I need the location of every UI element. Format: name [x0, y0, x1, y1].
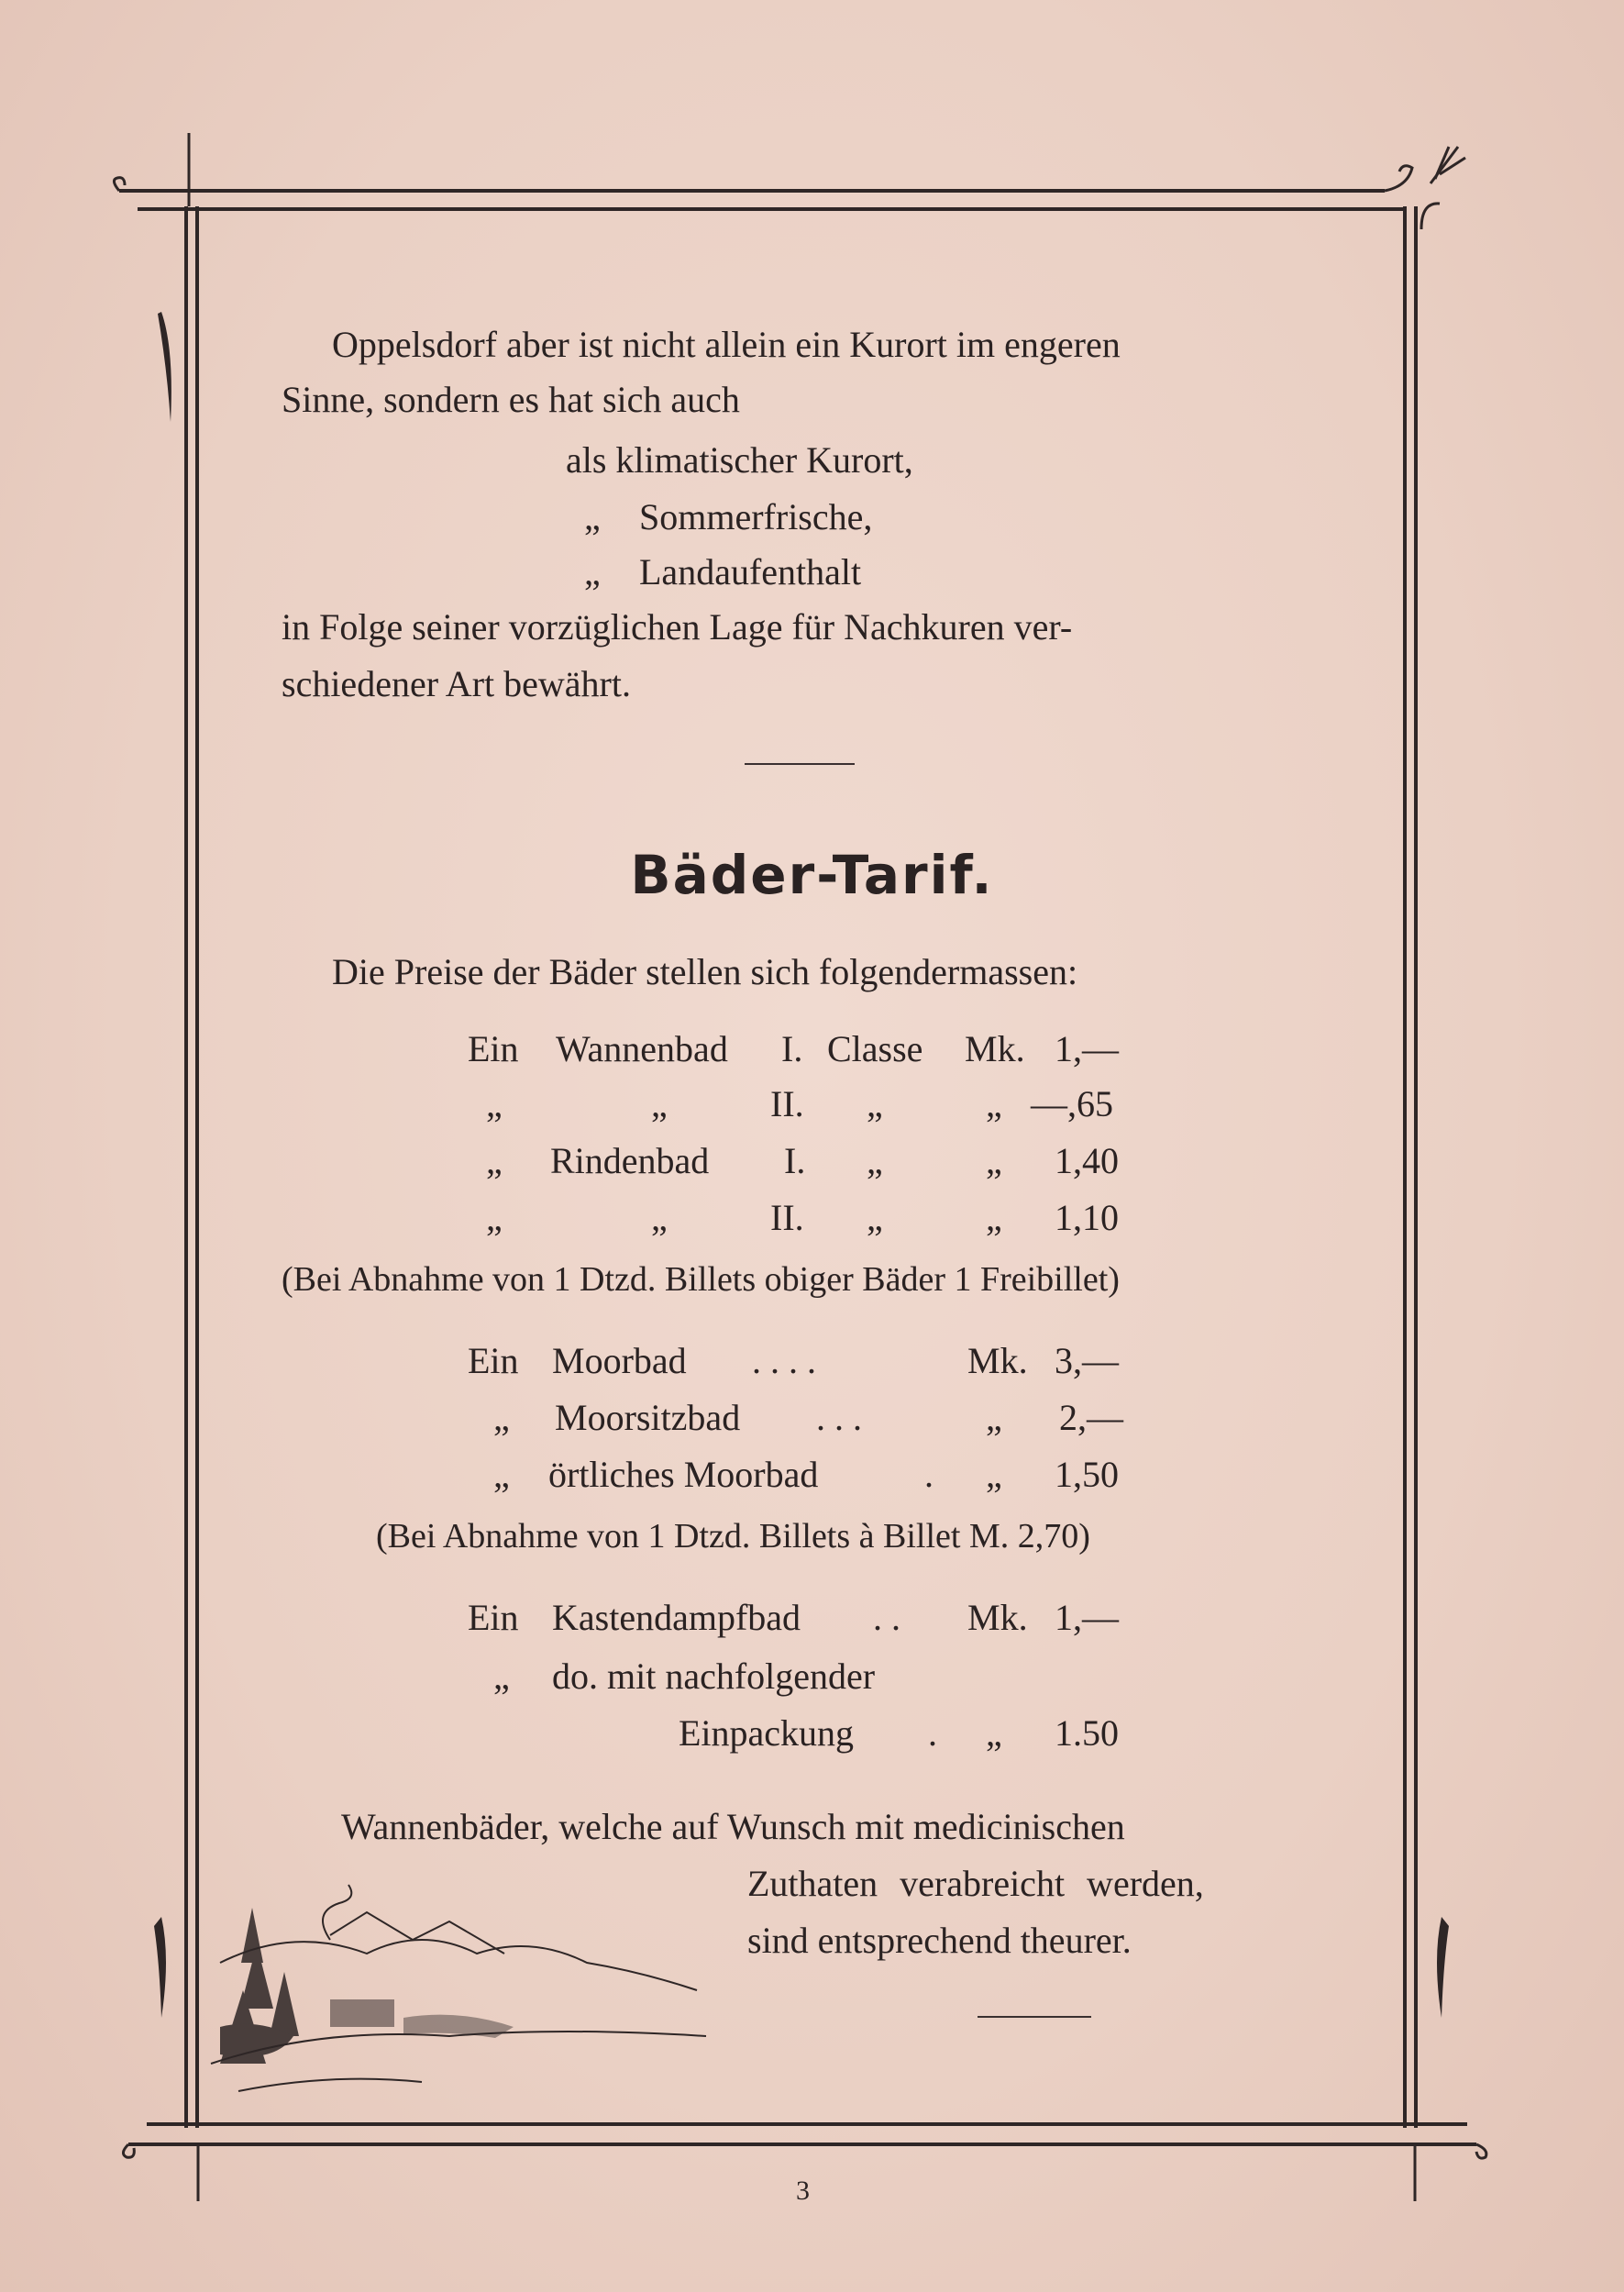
price-row-amount: 1,40	[1055, 1140, 1119, 1181]
price-row-prefix: Ein	[468, 1028, 519, 1069]
note-1: (Bei Abnahme von 1 Dtzd. Billets obiger Bäder 1 Freibillet)	[282, 1260, 1120, 1299]
price-row-item: Rindenbad	[550, 1140, 710, 1181]
ditto-mark: „	[651, 1197, 668, 1238]
ditto-mark: „	[986, 1140, 1002, 1181]
leader-dots: .	[924, 1454, 934, 1495]
ditto-mark: „	[986, 1454, 1002, 1495]
price-row-amount: 1,—	[1055, 1597, 1119, 1638]
price-row-amount: 2,—	[1059, 1397, 1123, 1438]
ditto-mark: „	[986, 1712, 1002, 1754]
leader-dots: . . .	[816, 1397, 862, 1438]
price-row-class-label: Classe	[827, 1028, 923, 1069]
price-row-item: Wannenbad	[556, 1028, 728, 1069]
note-2: (Bei Abnahme von 1 Dtzd. Billets à Billet M. 2,70)	[376, 1517, 1090, 1556]
intro-line-4: schiedener Art bewährt.	[282, 663, 631, 704]
ditto-mark: „	[867, 1140, 883, 1181]
price-row-class: II.	[770, 1197, 804, 1238]
intro-list-text: Sommerfrische,	[639, 496, 873, 537]
intro-list-text: Landaufenthalt	[639, 551, 862, 592]
price-row-amount: 1,—	[1055, 1028, 1119, 1069]
ditto-mark: „	[986, 1083, 1002, 1124]
ditto-mark: „	[986, 1397, 1002, 1438]
ditto-mark: „	[867, 1083, 883, 1124]
ditto-mark: „	[651, 1083, 668, 1124]
price-row-item: do. mit nachfolgender	[552, 1655, 876, 1697]
price-row-class: I.	[784, 1140, 806, 1181]
price-row-item: Kastendampfbad	[552, 1597, 801, 1638]
price-row-amount: 1.50	[1055, 1712, 1119, 1754]
ditto-mark: „	[493, 1454, 510, 1495]
section-divider	[745, 763, 855, 765]
closing-line-1: Wannenbäder, welche auf Wunsch mit medicinischen	[341, 1806, 1125, 1847]
closing-line-2: Zuthaten verabreicht werden,	[747, 1863, 1204, 1904]
ditto-mark: „	[986, 1197, 1002, 1238]
price-row-class: II.	[770, 1083, 804, 1124]
ditto-mark: „	[486, 1197, 503, 1238]
prices-intro: Die Preise der Bäder stellen sich folgendermassen:	[332, 951, 1078, 992]
price-row-amount: 1,10	[1055, 1197, 1119, 1238]
leader-dots: . . . .	[752, 1340, 816, 1381]
price-row-amount: 1,50	[1055, 1454, 1119, 1495]
ditto-mark: „	[584, 496, 601, 537]
price-row-currency: Mk.	[965, 1028, 1025, 1069]
price-row-amount: —,65	[1031, 1083, 1113, 1124]
ditto-mark: „	[486, 1083, 503, 1124]
ditto-mark: „	[584, 551, 601, 592]
intro-line-1: Oppelsdorf aber ist nicht allein ein Kurort im engeren	[332, 324, 1121, 365]
price-row-item: örtliches Moorbad	[548, 1454, 819, 1495]
ditto-mark: „	[867, 1197, 883, 1238]
page-title: Bäder-Tarif.	[630, 844, 994, 906]
price-row-class: I.	[781, 1028, 803, 1069]
price-row-item: Moorsitzbad	[555, 1397, 741, 1438]
price-row-amount: 3,—	[1055, 1340, 1119, 1381]
leader-dots: .	[928, 1712, 937, 1754]
ditto-mark: „	[493, 1397, 510, 1438]
price-row-item: Einpackung	[679, 1712, 855, 1754]
intro-list-text: als klimatischer Kurort,	[566, 439, 913, 481]
price-row-prefix: Ein	[468, 1340, 519, 1381]
ditto-mark: „	[486, 1140, 503, 1181]
price-row-item: Moorbad	[552, 1340, 687, 1381]
price-row-prefix: Ein	[468, 1597, 519, 1638]
price-row-currency: Mk.	[967, 1340, 1028, 1381]
closing-line-3: sind entsprechend theurer.	[747, 1920, 1132, 1961]
page-number: 3	[796, 2176, 810, 2206]
price-row-currency: Mk.	[967, 1597, 1028, 1638]
intro-line-2: Sinne, sondern es hat sich auch	[282, 379, 740, 420]
section-divider	[978, 2016, 1091, 2018]
leader-dots: . .	[873, 1597, 900, 1638]
ditto-mark: „	[493, 1655, 510, 1697]
intro-line-3: in Folge seiner vorzüglichen Lage für Nachkuren ver-	[282, 606, 1073, 648]
